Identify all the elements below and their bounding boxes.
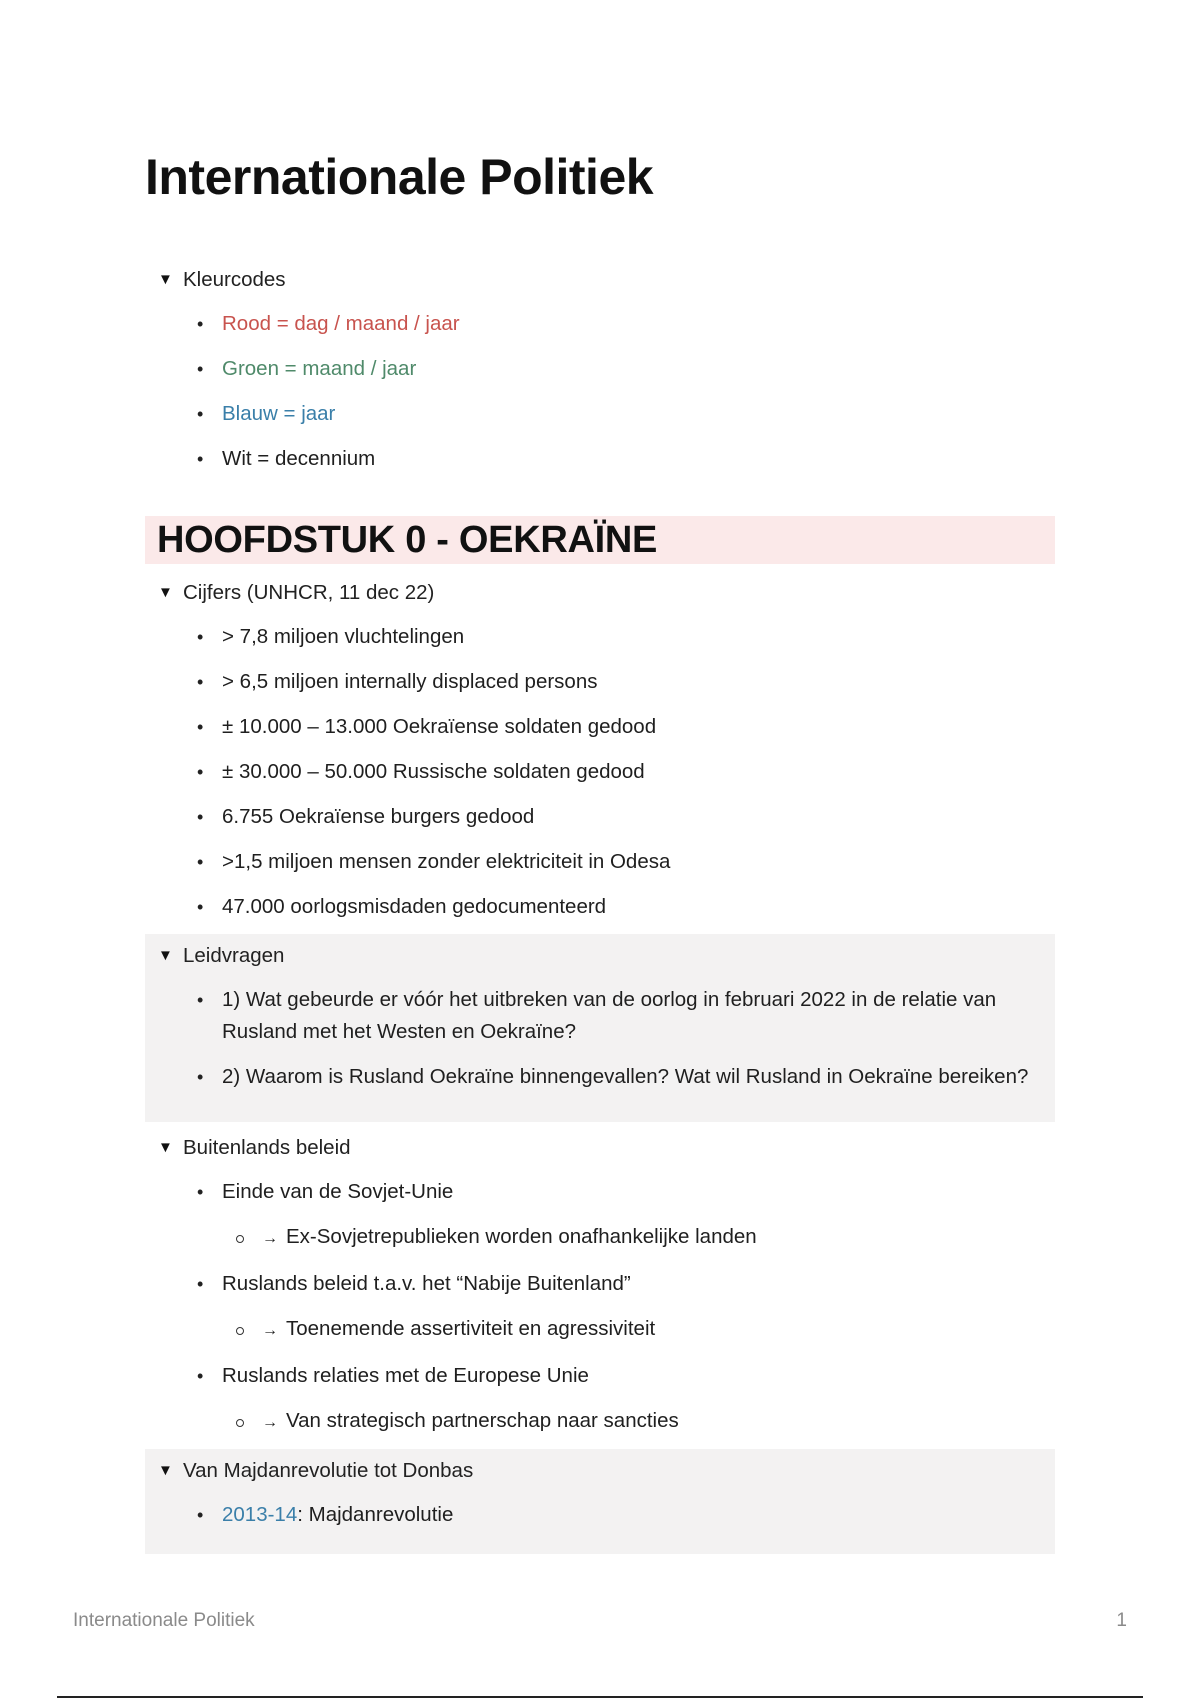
toggle-majdanrevolutie <box>145 1449 1055 1554</box>
toggle-title: Van Majdanrevolutie tot Donbas <box>183 1459 474 1482</box>
list-item: • ± 30.000 – 50.000 Russische soldaten gedood <box>145 750 1055 795</box>
toggle-cijfers <box>145 571 1055 930</box>
buitenlands-list <box>145 1170 1055 1446</box>
toggle-header-buitenlands-beleid[interactable] <box>145 1126 1055 1170</box>
toggle-leidvragen <box>145 934 1055 1122</box>
page-number: 1 <box>1116 1610 1127 1631</box>
toggle-header-majdanrevolutie[interactable] <box>145 1449 1055 1493</box>
kleurcodes-list <box>145 302 1055 482</box>
list-item: • 6.755 Oekraïense burgers gedood <box>145 795 1055 840</box>
list-item: • Blauw = jaar <box>145 392 1055 437</box>
arrow-right-icon: → <box>262 1230 278 1247</box>
toggle-buitenlands-beleid <box>145 1126 1055 1446</box>
caret-down-icon[interactable]: ▼ <box>158 584 173 601</box>
toggle-title: Buitenlands beleid <box>183 1136 351 1159</box>
list-item: • 2) Waarom is Rusland Oekraïne binnengevallen? Wat wil Rusland in Oekraïne bereiken? <box>145 1055 1055 1100</box>
sub-item-text: Toenemende assertiviteit en agressiviteit <box>286 1317 656 1340</box>
majdan-list <box>145 1493 1055 1538</box>
list-item: • Groen = maand / jaar <box>145 347 1055 392</box>
footer-title: Internationale Politiek <box>73 1610 255 1631</box>
list-item: • > 6,5 miljoen internally displaced persons <box>145 660 1055 705</box>
list-item: • Einde van de Sovjet-Unie <box>145 1170 1055 1215</box>
page-title: Internationale Politiek <box>145 149 654 205</box>
toggle-header-cijfers[interactable] <box>145 571 1055 615</box>
list-item: • 1) Wat gebeurde er vóór het uitbreken van de oorlog in februari 2022 in de relatie van Rusland met het Westen en Oekraïne? <box>145 978 1055 1055</box>
toggle-title: Cijfers (UNHCR, 11 dec 22) <box>183 581 435 604</box>
footer-divider <box>57 1696 1143 1698</box>
arrow-right-icon: → <box>262 1414 278 1431</box>
sub-item-text: Ex-Sovjetrepublieken worden onafhankelijke landen <box>286 1225 757 1248</box>
list-item: • Wit = decennium <box>145 437 1055 482</box>
list-item: • Rood = dag / maand / jaar <box>145 302 1055 347</box>
toggle-header-kleurcodes[interactable] <box>145 258 1055 302</box>
arrow-right-icon: → <box>262 1322 278 1339</box>
sub-list-item <box>145 1215 1055 1262</box>
toggle-kleurcodes <box>145 258 1055 482</box>
list-item: • > 7,8 miljoen vluchtelingen <box>145 615 1055 660</box>
toggle-title: Leidvragen <box>183 944 285 967</box>
sub-list-item <box>145 1399 1055 1446</box>
date-blue: 2013-14 <box>222 1503 298 1526</box>
chapter-heading: HOOFDSTUK 0 - OEKRAÏNE <box>145 516 1055 564</box>
caret-down-icon[interactable]: ▼ <box>158 947 173 964</box>
cijfers-list <box>145 615 1055 930</box>
item-text: : Majdanrevolutie <box>297 1503 454 1526</box>
list-item <box>145 1493 1055 1538</box>
leidvragen-list <box>145 978 1055 1100</box>
sub-list-item <box>145 1307 1055 1354</box>
list-item: • Ruslands relaties met de Europese Unie <box>145 1354 1055 1399</box>
caret-down-icon[interactable]: ▼ <box>158 271 173 288</box>
toggle-title: Kleurcodes <box>183 268 286 291</box>
caret-down-icon[interactable]: ▼ <box>158 1462 173 1479</box>
toggle-header-leidvragen[interactable] <box>145 934 1055 978</box>
list-item: • Ruslands beleid t.a.v. het “Nabije Buitenland” <box>145 1262 1055 1307</box>
sub-item-text: Van strategisch partnerschap naar sancties <box>286 1409 679 1432</box>
list-item: • >1,5 miljoen mensen zonder elektriciteit in Odesa <box>145 840 1055 885</box>
list-item: • 47.000 oorlogsmisdaden gedocumenteerd <box>145 885 1055 930</box>
caret-down-icon[interactable]: ▼ <box>158 1139 173 1156</box>
list-item: • ± 10.000 – 13.000 Oekraïense soldaten gedood <box>145 705 1055 750</box>
